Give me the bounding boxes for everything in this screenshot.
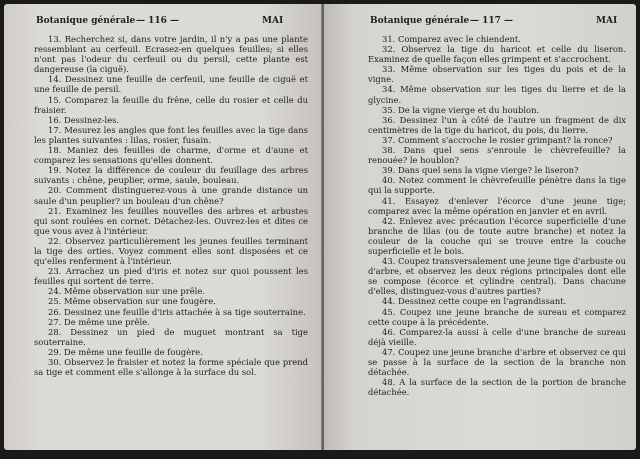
- month-label: MAI: [262, 16, 284, 26]
- exercise-13: 13. Recherchez si, dans votre jardin, il n'y a pas une plante ressemblant au cerfeuil. Ecrasez-en quelques feuilles; si elles n'ont pas l'odeur du cerfeuil ou du persil, cette plante est dangereuse (la ciguë).: [34, 34, 308, 75]
- exercise-38: 38. Dans quel sens s'enroule le chèvrefeuille? la renouée? le houblon?: [368, 145, 626, 166]
- page-number: — 116 —: [136, 16, 180, 26]
- exercise-31: 31. Comparez avec le chiendent.: [382, 34, 521, 44]
- exercise-48: 48. A la surface de la section de la portion de branche détachée.: [368, 377, 626, 398]
- exercise-36: 36. Dessinez l'un à côté de l'autre un fragment de dix centimètres de la tige du haricot, du pois, du lierre.: [368, 114, 626, 135]
- exercise-16: 16. Dessinez-les.: [48, 114, 120, 125]
- exercise-45: 45. Coupez une jeune branche de sureau et comparez cette coupe à la précédente.: [368, 306, 626, 327]
- left-page-header: [4, 15, 322, 27]
- exercise-25: 25. Même observation sur une fougère.: [48, 296, 216, 307]
- exercise-46: 46. Comparez-la aussi à celle d'une branche de sureau déjà vieille.: [368, 326, 626, 347]
- exercise-37: 37. Comment s'accroche le rosier grimpant? la ronce?: [382, 134, 613, 145]
- exercise-17: 17. Mesurez les angles que font les feuilles avec la tige dans les plantes suivantes : lilas, rosier, fusain.: [34, 124, 308, 145]
- exercise-44: 44. Dessinez cette coupe en l'agrandissant.: [382, 296, 567, 307]
- exercise-43: 43. Coupez transversalement une jeune tige d'arbuste ou d'arbre, et observez les deux régions principales dont elle se compose (écorce et cylindre central). Dans chacune d'elles, distinguez-vous d'autres parties?: [368, 256, 626, 297]
- exercise-47: 47. Coupez une jeune branche d'arbre et observez ce qui se passe à la surface de la section de la branche non détachée.: [368, 346, 626, 378]
- exercise-22: 22. Observez particulièrement les jeunes feuilles terminant la tige des orties. Voyez comment elles sont disposées et ce qu'elles renferment à l'intérieur.: [34, 235, 308, 267]
- exercise-23: 23. Arrachez un pied d'iris et notez sur quoi poussent les feuilles qui sortent de terre.: [34, 266, 308, 287]
- exercise-40: 40. Notez comment le chèvrefeuille pénètre dans la tige qui la supporte.: [368, 175, 626, 196]
- exercise-33: 33. Même observation sur les tiges du pois et de la vigne.: [368, 64, 626, 85]
- right-page-header: [324, 15, 636, 27]
- right-page: [324, 4, 636, 450]
- left-page-body: [34, 34, 308, 377]
- exercise-27: 27. De même une prêle.: [48, 316, 150, 327]
- exercise-34: 34. Même observation sur les tiges du lierre et de la glycine.: [368, 84, 626, 105]
- exercise-14: 14. Dessinez une feuille de cerfeuil, une feuille de ciguë et une feuille de persil.: [34, 74, 308, 95]
- exercise-28: 28. Dessinez un pied de muguet montrant sa tige souterraine.: [34, 326, 308, 347]
- exercise-18: 18. Maniez des feuilles de charme, d'orme et d'aune et comparez les sensations qu'elles donnent.: [34, 145, 308, 166]
- left-page: [4, 4, 322, 450]
- right-page-body: [368, 34, 626, 397]
- exercise-24: 24. Même observation sur une prêle.: [48, 286, 205, 297]
- month-label: MAI: [596, 16, 618, 26]
- exercise-41: 41. Essayez d'enlever l'écorce d'une jeune tige; comparez avec la même opération en janvier et en avril.: [368, 195, 626, 216]
- running-title: Botanique générale: [370, 16, 470, 26]
- exercise-15: 15. Comparez la feuille du frêne, celle du rosier et celle du fraisier.: [34, 94, 308, 115]
- exercise-32: 32. Observez la tige du haricot et celle du liseron. Examinez de quelle façon elles grimpent et s'accrochent.: [368, 44, 626, 65]
- exercise-21: 21. Examinez les feuilles nouvelles des arbres et arbustes qui sont roulées en cornet. Détachez-les. Ouvrez-les et dites ce que vous avez à l'intérieur.: [34, 205, 308, 236]
- exercise-35: 35. De la vigne vierge et du houblon.: [382, 104, 540, 115]
- exercise-30: 30. Observez le fraisier et notez la forme spéciale que prend sa tige et comment elle s'allonge à la surface du sol.: [34, 357, 308, 378]
- exercise-42: 42. Enlevez avec précaution l'écorce superficielle d'une branche de lilas (ou de toute autre branche) et notez la couleur de la couche qui se trouve entre la couche superficielle et le bois.: [368, 215, 626, 256]
- exercise-39: 39. Dans quel sens la vigne vierge? le liseron?: [382, 165, 579, 176]
- exercise-29: 29. De même une feuille de fougère.: [48, 346, 203, 357]
- exercise-20: 20. Comment distinguerez-vous à une grande distance un saule d'un peuplier? un bouleau d'un chêne?: [34, 185, 308, 206]
- page-number: — 117 —: [470, 16, 514, 26]
- exercise-19: 19. Notez la différence de couleur du feuillage des arbres suivants : chêne, peuplier, orme, saule, bouleau.: [34, 165, 308, 186]
- running-title: Botanique générale: [36, 16, 136, 26]
- exercise-26: 26. Dessinez une feuille d'iris attachée à sa tige souterraine.: [48, 306, 306, 317]
